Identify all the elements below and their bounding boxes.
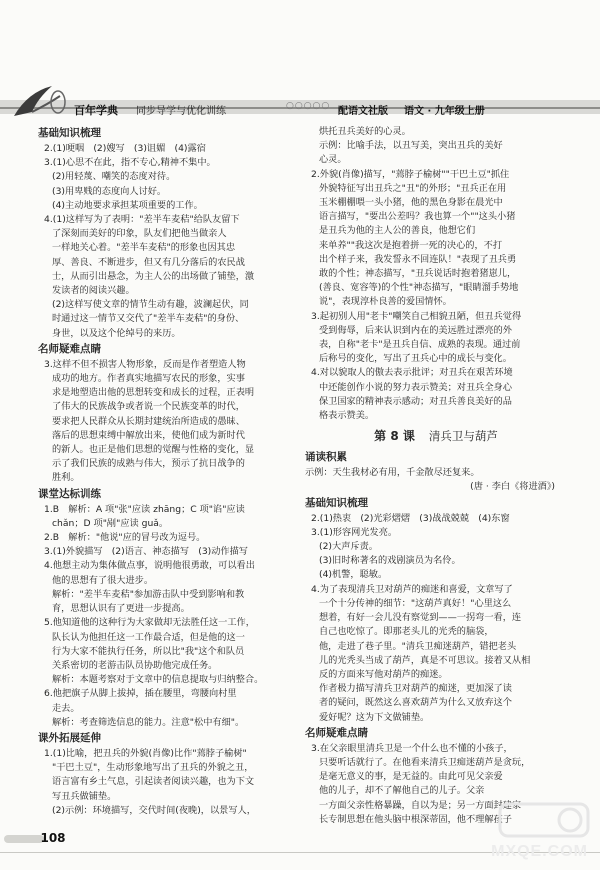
- watermark-logo-icon: [498, 800, 590, 840]
- text-line: 士，从而引出悬念，为主人公的出场做了铺垫，激: [52, 270, 255, 282]
- text-line: 育，思想认识有了更进一步提高。: [52, 603, 190, 615]
- text-line: (2)示例：环境描写，交代时间(夜晚)，以景写人，: [52, 804, 256, 816]
- text-line: 胜利。: [52, 472, 80, 484]
- text-line: 格表示赞美。: [319, 410, 375, 422]
- text-line: 表，自称"老卡"是丑兵自信、成熟的表现。通过前: [319, 339, 521, 351]
- text-line: 是丑兵为他的主人公的善良，他想它们: [319, 225, 476, 237]
- text-line: 4.(1)这样写为了表明："差半车麦秸"给队友留下: [44, 214, 240, 226]
- text-line: 解析："差半车麦秸"参加游击队中受到影响和教: [52, 588, 245, 600]
- text-line: 6.他把旗子从脚上拔掉，插在腰里，弯腰向村里: [44, 688, 237, 700]
- text-line: 爱好呢？这为下文做铺垫。: [319, 711, 430, 723]
- text-line: (2)这样写使文章的情节生动有趣，波澜起伏，同: [52, 299, 249, 311]
- text-line: 一个十分传神的细节："这葫芦真好！"心里这么: [319, 597, 512, 609]
- text-line: 只要听话就行了。在他看来清兵卫痴迷葫芦是贪玩，: [319, 756, 531, 768]
- text-line: 来单养""我这次是抱着拼一死的决心的，不打: [319, 239, 503, 251]
- text-line: (4)机警，聪敏。: [319, 569, 388, 581]
- text-line: (2)用轻蔑、嘲笑的态度对待。: [52, 171, 176, 183]
- text-line: 4.他想主动为集体做点事，说明他很勇敢，可以看出: [44, 560, 255, 572]
- text-line: 2.B 解析："他说"应的冒号改为逗号。: [44, 532, 206, 544]
- text-line: 1.B 解析：A 项"张"应读 zhāng；C 项"谄"应读: [44, 503, 245, 515]
- text-line: 语言富有乡土气息，引起读者阅读兴趣，也为下文: [52, 776, 255, 788]
- lesson-title: 清兵卫与葫芦: [428, 429, 498, 444]
- text-line: 3.(1)形容网光发亮。: [311, 526, 398, 538]
- section-heading: 名师疑难点睛: [305, 726, 368, 739]
- lesson-number: 第 8 课: [374, 429, 415, 444]
- page-number: 108: [40, 831, 66, 845]
- text-line: 敢的个性；神态描写，"丑兵说话时抱着猪崽儿，: [319, 268, 517, 280]
- text-line: 了伟大的民族战争或者说一个民族变革的时代，: [52, 401, 245, 413]
- text-line: 心灵。: [319, 154, 347, 166]
- text-line: 长专制思想在他头脑中根深蒂固，他不理解孩子: [319, 813, 512, 825]
- text-line: 3.在父亲眼里清兵卫是一个什么也不懂的小孩子，: [311, 742, 513, 754]
- text-line: 关系密切的老游击队员协助他完成任务。: [52, 659, 218, 671]
- text-line: 保卫国家的精神表示感动；对丑兵善良美好的品: [319, 395, 512, 407]
- text-line: 5.他知道他的这种行为大家做却无法胜任这一工作，: [44, 617, 255, 629]
- text-line: (3)用卑贱的态度向人讨好。: [52, 185, 167, 197]
- text-line: 落后的思想束缚中解放出来，使他们成为新时代: [52, 429, 245, 441]
- text-line: 外貌特征写出丑兵之"丑"的外形；"丑兵正在用: [319, 182, 507, 194]
- text-line: (4)主动地要求承担某项重要的工作。: [52, 199, 203, 211]
- text-line: 示例：比喻手法，以丑写美，突出丑兵的美好: [319, 140, 503, 152]
- subject-label: 语文 · 九年级上册: [404, 106, 485, 117]
- text-line: (2)大声斥责。: [319, 541, 378, 553]
- text-line: 示例：天生我材必有用，千金散尽还复来。: [305, 467, 480, 479]
- right-column: [305, 125, 567, 827]
- text-line: 儿的光秃头当成了葫芦，真是不可思议。接着又从相: [319, 654, 531, 666]
- text-line: 身世，以及这个伦绰号的来历。: [52, 327, 181, 339]
- text-line: 他的思想有了很大进步。: [52, 574, 154, 586]
- text-line: 反的方面来写他对葫芦的痴迷。: [319, 668, 448, 680]
- text-line: 队长认为他担任这一工作最合适，但是他的这一: [52, 631, 245, 643]
- text-line: 4.为了表现清兵卫对葫芦的痴迷和喜爱，文章写了: [311, 583, 513, 595]
- text-line: 作者极力描写清兵卫对葫芦的痴迷，更加深了读: [319, 683, 512, 695]
- brush-logo-icon: [8, 82, 74, 122]
- text-line: 1.(1)比喻，把丑兵的外貌(肖像)比作"蔫脖子榆树": [44, 747, 247, 759]
- text-line: 2.(1)哽咽 (2)嫂写 (3)诅媚 (4)露宿: [44, 143, 206, 154]
- text-line: 3.(1)外貌描写 (2)语言、神态描写 (3)动作描写: [44, 546, 248, 558]
- text-line: 求是地塑造出他的思想转变和成长的过程，正表明: [52, 387, 255, 399]
- text-line: 2.(1)热衷 (2)光彩熠熠 (3)战战兢兢 (4)东窗: [311, 512, 510, 524]
- text-line: 4.对以貌取人的傲去表示批评；对丑兵在艰苦环境: [311, 367, 513, 379]
- page-header: [0, 0, 600, 120]
- text-line: 的新人。也正是他们思想的觉醒与性格的变化，显: [52, 444, 255, 456]
- text-line: 时通过这一情节又交代了"差半车麦秸"的身份、: [52, 313, 245, 325]
- text-line: 他，走进了巷子里。"清兵卫痴迷葫芦，错把老头: [319, 640, 517, 652]
- text-line: 解析：本题考察对于文章中的信息提取与归纳整合。: [52, 674, 264, 686]
- text-line: 说"，表现淳朴良善的爱国情怀。: [319, 296, 452, 308]
- section-heading: 课堂达标训练: [38, 487, 101, 500]
- text-line: 行为大家不能执行任务，所以比"我"这个和队员: [52, 645, 245, 657]
- text-line: 走去。: [52, 702, 80, 714]
- text-line: 中还能创作小说的努力表示赞美；对丑兵全身心: [319, 381, 512, 393]
- text-line: 写丑兵做铺垫。: [52, 790, 117, 802]
- text-line: 他的儿子，却不了解他自己的儿子。父亲: [319, 785, 485, 797]
- text-line: 语言描写，"要出公差吗？我也算一个""这头小猪: [319, 211, 516, 223]
- text-line: 是毫无意义的事，是无益的。由此可见父亲爱: [319, 771, 503, 783]
- section-heading: 基础知识梳理: [38, 127, 101, 139]
- series-subtitle: 同步导学与优化训练: [136, 106, 226, 117]
- text-line: 出个样子来，我发誓永不回连队！"表现了丑兵勇: [319, 253, 517, 265]
- text-line: 2.外貌(肖像)描写，"蔫脖子榆树""干巴土豆"抓住: [311, 168, 510, 180]
- text-line: 者的疑问，既然这么喜欢葫芦为什么又放弃这个: [319, 697, 512, 709]
- text-line: 一方面父亲性格暴躁，自以为是；另一方面封建家: [319, 799, 522, 811]
- text-line: 自己也吃惊了。即那老头儿的光秃的脑袋，: [319, 626, 494, 638]
- text-line: 玉米棚棚喂一头小猪，他的黑色身影在晨光中: [319, 197, 503, 209]
- text-line: 发读者的阅读兴趣。: [52, 285, 135, 297]
- lesson-heading: [305, 425, 567, 447]
- left-column: [38, 125, 300, 818]
- text-line: 厚、善良、不断进步，但又有几分落后的农民战: [52, 256, 245, 268]
- text-line: 一样地关心着。"差半车麦秸"的形象也因其忠: [52, 242, 236, 254]
- text-line: 3.(1)心思不在此，指不专心,精神不集中。: [44, 157, 216, 169]
- section-heading: 名师疑难点睛: [38, 342, 101, 355]
- text-line: 示了我们民族的成熟与伟大，预示了抗日战争的: [52, 458, 245, 470]
- text-line: (善良、宽容等)的个性"神态描写，"眼睛溜手势地: [319, 282, 519, 294]
- watermark-text: MXQE.COM: [491, 843, 588, 860]
- section-heading: 基础知识梳理: [305, 496, 368, 509]
- text-line: 要求把人民群众从长期封建统治所造成的愚昧、: [52, 415, 245, 427]
- text-line: (3)旧时称著名的戏剧演员为名伶。: [319, 555, 461, 567]
- text-line: "干巴土豆"，生动形象地写出了丑兵的外貌之丑，: [52, 762, 254, 774]
- text-line: 后称号的变化，写出了丑兵心中的成长与变化。: [319, 353, 512, 365]
- text-line: 成功的地方。作者真实地描写农民的形象，实事: [52, 373, 245, 385]
- text-line: 受到侮辱，后来认识到内在的美远胜过漂亮的外: [319, 324, 512, 336]
- text-line: 烘托丑兵美好的心灵。: [319, 126, 411, 137]
- text-line: 了深刻而美好的印象，队友们把他当做亲人: [52, 228, 227, 240]
- section-heading: 诵读积累: [305, 451, 347, 464]
- header-dots: ○○○○○: [286, 101, 331, 111]
- section-heading: 课外拓展延伸: [38, 731, 101, 744]
- text-line: 解析：考查筛选信息的能力。注意"松中有细"。: [52, 716, 245, 728]
- quote-source: (唐 · 李白《将进酒》): [470, 481, 555, 493]
- text-line: chǎn；D 项"剐"应读 guǎ。: [52, 517, 169, 529]
- text-line: 3.起初别人用"老卡"嘲笑自己相貌丑陋，但丑兵觉得: [311, 310, 522, 322]
- edition-label: 配语文社版: [338, 106, 388, 117]
- text-line: 3.这样不但不损害人物形象，反而是作者塑造人物: [44, 358, 246, 370]
- text-line: 想着，有好一会儿没有察觉到——一拐弯一看，连: [319, 612, 522, 624]
- brand-name: 百年学典: [74, 104, 118, 117]
